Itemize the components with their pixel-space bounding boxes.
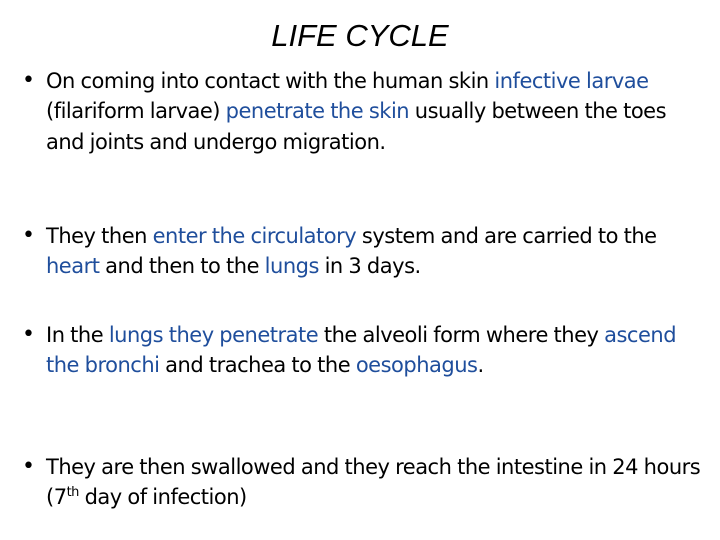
text-segment: and trachea to the <box>159 353 356 378</box>
bullet-icon: • <box>22 454 35 479</box>
highlighted-text: oesophagus <box>355 353 478 378</box>
bullet-text <box>46 452 702 513</box>
text-segment: system and are carried to the <box>356 224 657 248</box>
text-segment: They are then swallowed and they reach the intestine in 24 hours (7 <box>46 455 701 510</box>
highlighted-text: lungs <box>264 254 319 279</box>
bullet-item <box>22 221 702 282</box>
highlighted-text: lungs they penetrate <box>108 323 319 347</box>
text-segment: day of infection) <box>78 485 247 510</box>
text-segment: (filariform larvae) <box>46 99 226 124</box>
bullet-item <box>22 66 702 157</box>
text-segment: and then to the <box>99 254 265 279</box>
bullet-item <box>22 452 702 513</box>
bullet-text <box>46 66 702 157</box>
text-segment: in 3 days. <box>318 254 421 279</box>
highlighted-text: ascend the bronchi <box>46 323 677 378</box>
highlighted-text: penetrate the skin <box>225 99 410 124</box>
bullet-item <box>22 320 702 381</box>
highlighted-text: heart <box>46 254 100 279</box>
bullet-icon: • <box>22 322 35 347</box>
bullet-text <box>46 221 702 282</box>
bullet-icon: • <box>22 223 35 248</box>
superscript-text: th <box>66 485 79 501</box>
bullet-icon: • <box>22 68 35 93</box>
text-segment: They then <box>46 224 153 248</box>
bullet-text <box>46 320 702 381</box>
text-segment: On coming into contact with the human skin <box>46 69 495 93</box>
text-segment: In the <box>46 323 109 347</box>
text-segment: usually between the toes and joints and undergo migration. <box>46 99 667 154</box>
slide-title: LIFE CYCLE <box>271 18 449 53</box>
highlighted-text: infective larvae <box>494 69 649 93</box>
text-segment: . <box>477 353 484 378</box>
text-segment: the alveoli form where they <box>318 323 605 347</box>
highlighted-text: enter the circulatory <box>152 224 357 248</box>
